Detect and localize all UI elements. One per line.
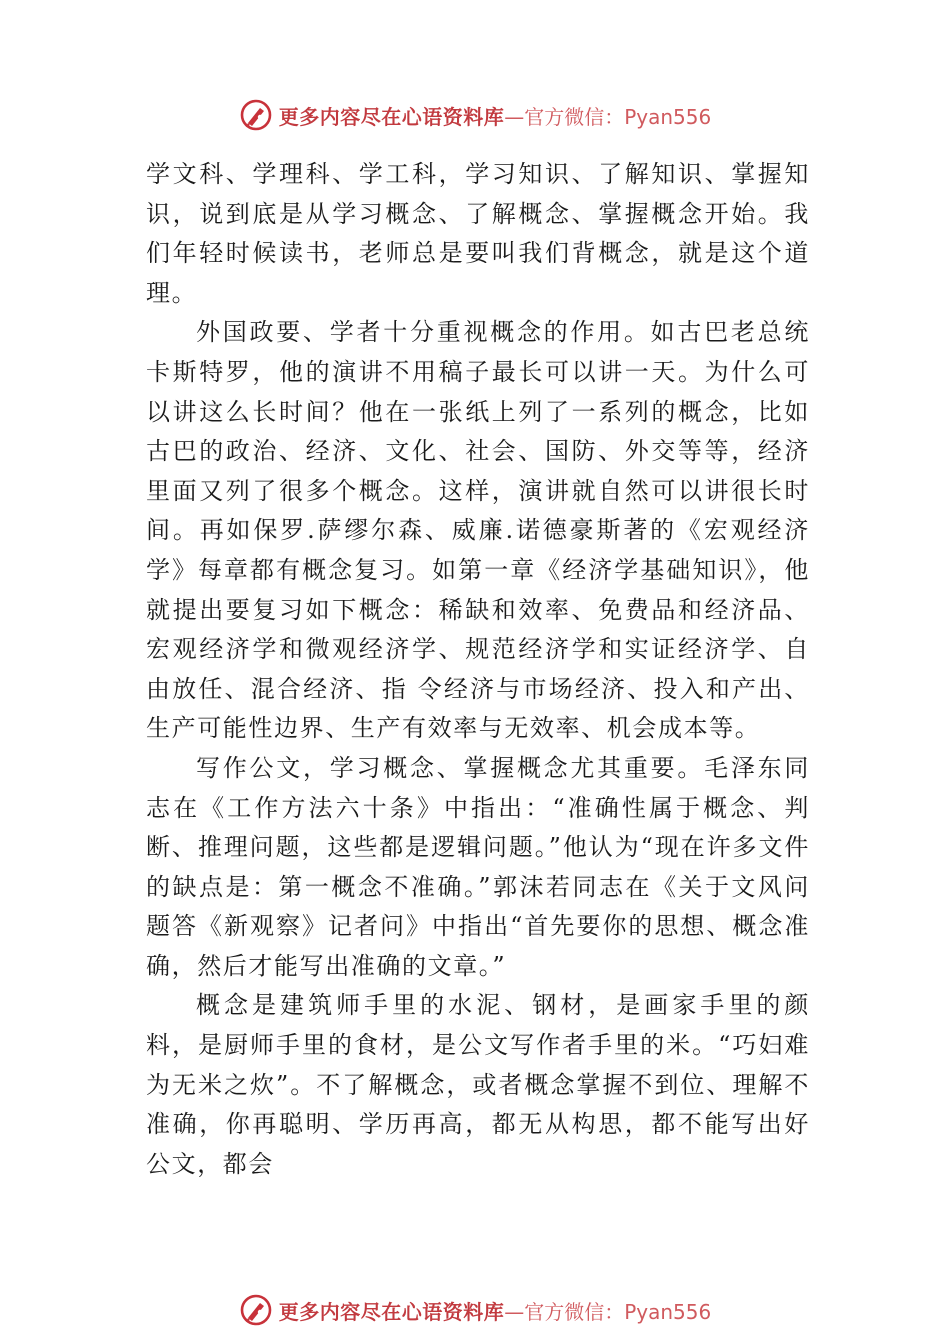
- paragraph-4: 概念是建筑师手里的水泥、钢材，是画家手里的颜料，是厨师手里的食材，是公文写作者手里的米。“巧妇难为无米之炊”。不了解概念，或者概念掌握不到位、理解不准确，你再聪明、学历再高，都无从构思，都不能写出好公文，都会: [146, 991, 810, 1178]
- paragraph-2: 外国政要、学者十分重视概念的作用。如古巴老总统卡斯特罗，他的演讲不用稿子最长可以讲一天。为什么可以讲这么长时间？他在一张纸上列了一系列的概念，比如古巴的政治、经济、文化、社会、国防、外交等等，经济里面又列了很多个概念。这样，演讲就自然可以讲很长时间。再如保罗.萨缪尔森、威廉.诺德豪斯著的《宏观经济学》每章都有概念复习。如第一章《经济学基础知识》，他就提出要复习如下概念：稀缺和效率、免费品和经济品、宏观经济学和微观经济学、规范经济学和实证经济学、自由放任、混合经济、指 令经济与市场经济、投入和产出、生产可能性边界、生产有效率与无效率、机会成本等。: [146, 318, 810, 743]
- header-banner-wechat: —官方微信：Pyan556: [504, 104, 712, 129]
- footer-banner: [0, 1290, 950, 1330]
- header-banner-title: 更多内容尽在心语资料库: [278, 104, 505, 129]
- document-body: [146, 155, 810, 1184]
- paragraph-1: 学文科、学理科、学工科，学习知识、了解知识、掌握知识，说到底是从学习概念、了解概念、掌握概念开始。我们年轻时候读书，老师总是要叫我们背概念，就是这个道理。: [146, 160, 810, 307]
- pen-nib-seal-icon: [239, 1293, 273, 1327]
- footer-banner-title: 更多内容尽在心语资料库: [278, 1299, 505, 1324]
- header-banner: [0, 95, 950, 135]
- pen-nib-seal-icon: [239, 98, 273, 132]
- footer-banner-wechat: —官方微信：Pyan556: [504, 1299, 712, 1324]
- paragraph-3: 写作公文，学习概念、掌握概念尤其重要。毛泽东同志在《工作方法六十条》中指出：“准确性属于概念、判断、推理问题，这些都是逻辑问题。”他认为“现在许多文件的缺点是：第一概念不准确。”郭沫若同志在《关于文风问题答《新观察》记者问》中指出“首先要你的思想、概念准确，然后才能写出准确的文章。”: [146, 753, 810, 980]
